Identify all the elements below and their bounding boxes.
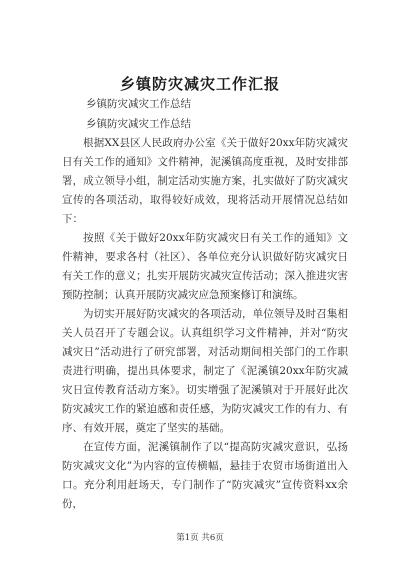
subtitle-line-1: 乡镇防灾减灾工作总结 bbox=[86, 98, 191, 110]
subtitle-line-2: 乡镇防灾减灾工作总结 bbox=[86, 118, 191, 130]
paragraph-4: 在宣传方面，泥溪镇制作了以“提高防灾减灾意识，弘扬防灾减灾文化”为内容的宣传横幅，悬挂于农贸市场街道出入口。充分利用赶场天，专门制作了“防灾减灾”宣传资料xx余份， bbox=[62, 441, 348, 510]
paragraph-1: 根据XX县区人民政府办公室《关于做好20xx年防灾减灾日有关工作的通知》文件精神，泥溪镇高度重视，及时安排部署，成立领导小组，制定活动实施方案，扎实做好了防灾减灾宣传的各项活动，取得较好成效，现将活动开展情况总结如下： bbox=[62, 137, 348, 225]
paragraph-3: 为切实开展好防灾减灾的各项活动，单位领导及时召集相关人员召开了专题会议。认真组织学习文件精神，并对“防灾减灾日”活动进行了研究部署，对活动期间相关部门的工作职责进行明确，提出具体要求，制定了《泥溪镇20xx年防灾减灾日宣传教育活动方案》。切实增强了泥溪镇对于开展好此次防灾减灾工作的紧迫感和责任感，为防灾减灾工作的有力、有序、有效开展，奠定了坚实的基础。 bbox=[62, 308, 348, 434]
page-number-footer: 第1页 共6页 bbox=[176, 533, 224, 543]
paragraph-2: 按照《关于做好20xx年防灾减灾日有关工作的通知》文件精神，要求各村（社区）、各单位充分认识做好防灾减灾日有关工作的意义；扎实开展防灾减灾宣传活动；深入推进灾害预防控制；认真开展防灾减灾应急预案修订和演练。 bbox=[62, 232, 348, 301]
document-body bbox=[62, 134, 348, 514]
document-title: 乡镇防灾减灾工作汇报 bbox=[119, 75, 280, 93]
